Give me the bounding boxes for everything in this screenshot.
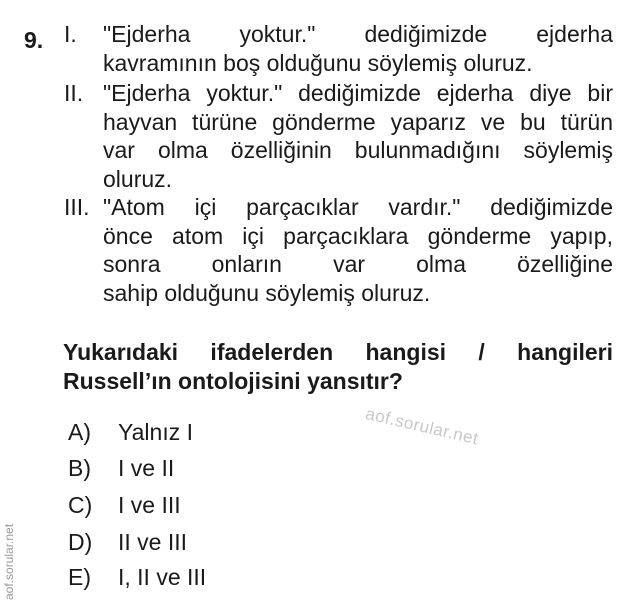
statement-2 [103, 79, 613, 193]
question-prompt [63, 338, 613, 396]
option-a-letter[interactable]: A) [68, 419, 91, 445]
option-a-text[interactable]: Yalnız I [118, 419, 193, 445]
statement-2-line-4: oluruz. [103, 165, 173, 192]
statement-2-line-2: hayvan türüne gönderme yaparız ve bu türün [103, 108, 613, 135]
statement-3-line-1: "Atom içi parçacıklar vardır." dediğimizde [103, 194, 613, 220]
option-c-letter[interactable]: C) [68, 492, 93, 518]
question-number: 9. [24, 27, 44, 53]
statement-3-line-3: sonra onların var olma özelliğine [103, 251, 613, 277]
question-prompt-line-2: Russell’ın ontolojisini yansıtır? [63, 368, 403, 394]
watermark-center: aof.sorular.net [363, 404, 481, 449]
option-b-letter[interactable]: B) [68, 455, 91, 481]
statement-1-numeral: I. [64, 21, 77, 47]
statement-3-line-4: sahip olduğunu söylemiş oluruz. [103, 279, 431, 306]
watermark-side: aof.sorular.net [2, 523, 16, 600]
option-b-text[interactable]: I ve II [118, 455, 175, 481]
option-d-text[interactable]: II ve III [118, 529, 188, 555]
statement-3-line-2: önce atom içi parçacıklara gönderme yapıp, [103, 222, 613, 249]
statement-3-numeral: III. [64, 194, 90, 220]
statement-3 [103, 193, 613, 307]
option-e-text[interactable]: I, II ve III [118, 564, 207, 590]
option-c-text[interactable]: I ve III [118, 492, 181, 518]
option-e-letter[interactable]: E) [68, 564, 91, 590]
question-prompt-line-1: Yukarıdaki ifadelerden hangisi / hangileri [63, 339, 613, 365]
statement-1-line-1: "Ejderha yoktur." dediğimizde ejderha [103, 21, 613, 47]
option-d-letter[interactable]: D) [68, 529, 93, 555]
statement-2-line-1: "Ejderha yoktur." dediğimizde ejderha diye bir [103, 80, 613, 106]
statement-2-numeral: II. [64, 80, 84, 106]
statement-1 [103, 20, 613, 77]
statement-2-line-3: var olma özelliğinin bulunmadığını söylemiş [103, 137, 613, 163]
statement-1-line-2: kavramının boş olduğunu söylemiş oluruz. [103, 49, 533, 76]
